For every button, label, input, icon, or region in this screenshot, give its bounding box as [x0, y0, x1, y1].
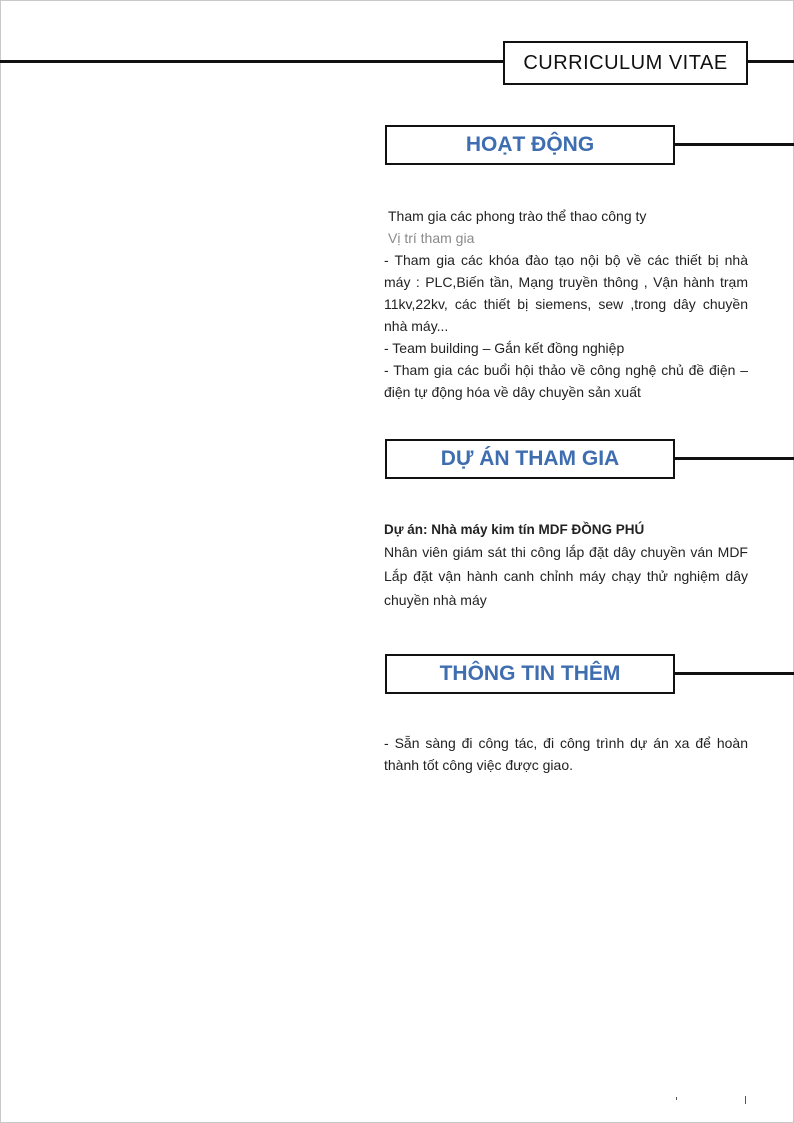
footer-mark-left: [676, 1097, 677, 1100]
activities-content: [384, 205, 748, 403]
activities-line: - Tham gia các khóa đào tạo nội bộ về các thiết bị nhà: [384, 252, 748, 268]
activities-line: nhà máy...: [384, 318, 449, 334]
additional-info-line: - Sẵn sàng đi công tác, đi công trình dự án xa để hoàn: [384, 735, 748, 751]
activities-line: Tham gia các phong trào thể thao công ty: [388, 208, 647, 224]
additional-info-line: thành tốt công việc được giao.: [384, 757, 573, 773]
project-title: Dự án: Nhà máy kim tín MDF ĐỒNG PHÚ: [384, 522, 645, 537]
projects-rule: [671, 457, 794, 460]
additional-info-rule: [671, 672, 794, 675]
projects-heading: DỰ ÁN THAM GIA: [385, 439, 675, 479]
cv-title: CURRICULUM VITAE: [503, 41, 748, 85]
footer-mark-right: [745, 1096, 746, 1104]
activities-line: điện tự động hóa về dây chuyền sản xuất: [384, 384, 641, 400]
additional-info-content: [384, 732, 748, 776]
activities-rule: [671, 143, 794, 146]
project-line: chuyền nhà máy: [384, 592, 487, 608]
activities-line: - Tham gia các buổi hội thảo về công nghệ chủ đề điện –: [384, 362, 748, 378]
additional-info-heading: THÔNG TIN THÊM: [385, 654, 675, 694]
project-line: Nhân viên giám sát thi công lắp đặt dây chuyền ván MDF: [384, 544, 748, 560]
activities-position-label: Vị trí tham gia: [388, 230, 475, 246]
activities-line: 11kv,22kv, các thiết bị siemens, sew ,trong dây chuyền: [384, 296, 748, 312]
header-rule-left: [0, 60, 505, 63]
projects-content: [384, 518, 748, 612]
header-rule-right: [744, 60, 794, 63]
activities-heading: HOẠT ĐỘNG: [385, 125, 675, 165]
activities-line: máy : PLC,Biến tần, Mạng truyền thông , Vận hành trạm: [384, 274, 748, 290]
project-line: Lắp đặt vận hành canh chỉnh máy chạy thử nghiệm dây: [384, 568, 748, 584]
activities-line: - Team building – Gắn kết đồng nghiệp: [384, 340, 625, 356]
